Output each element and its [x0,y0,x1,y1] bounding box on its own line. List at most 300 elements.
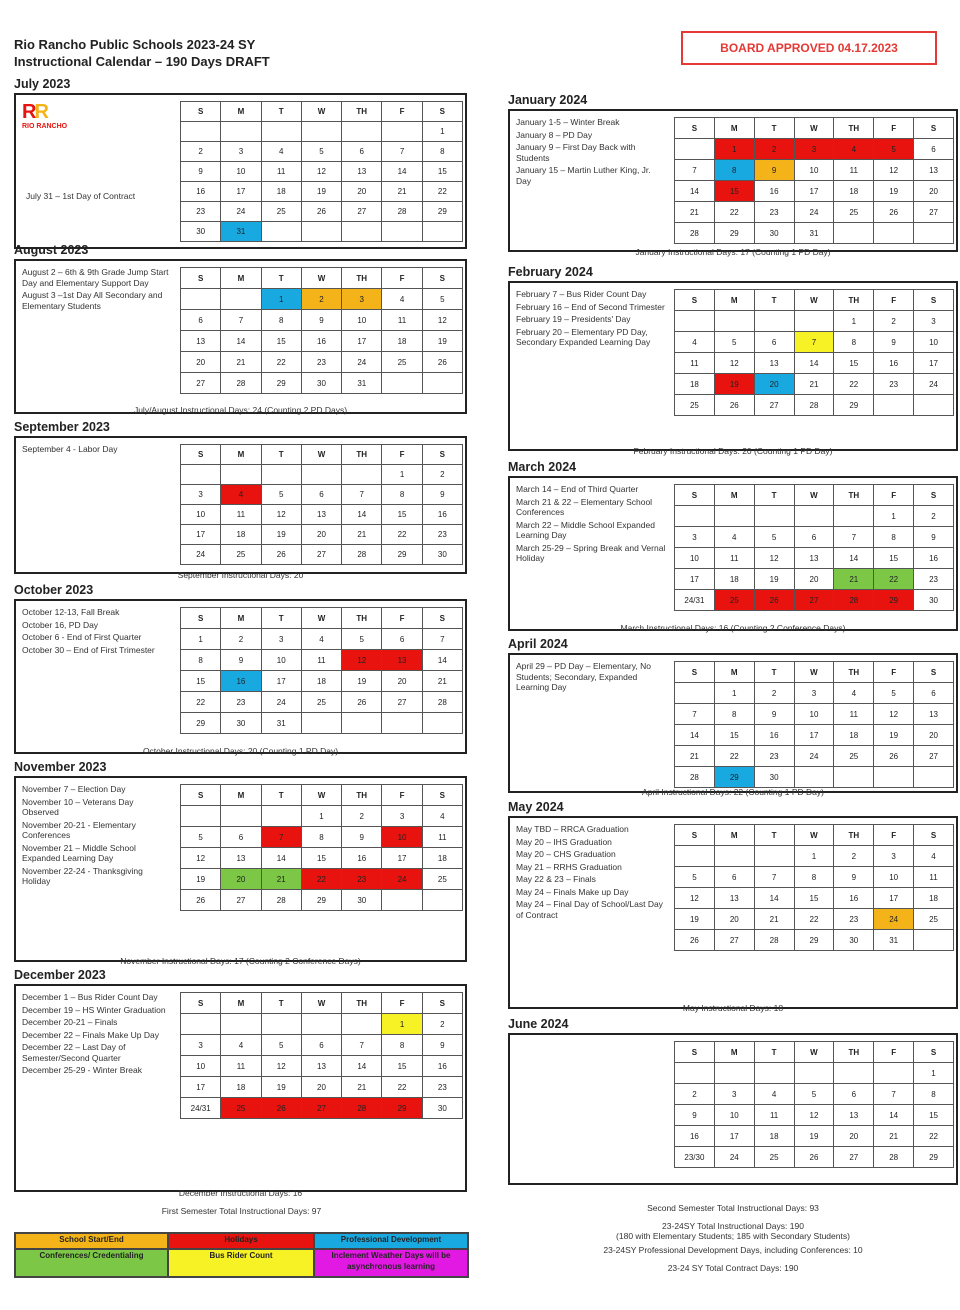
weekday-header: S [422,993,462,1014]
day-cell: 24 [181,545,221,565]
day-cell [834,223,874,244]
day-cell: 24 [261,692,301,713]
day-cell [422,373,462,394]
day-cell: 19 [301,182,341,202]
day-cell: 22 [794,909,834,930]
day-cell [261,122,301,142]
day-cell: 9 [754,704,794,725]
weekday-header: S [914,290,954,311]
weekday-header: M [221,785,261,806]
day-cell: 1 [794,846,834,867]
note-item: January 15 – Martin Luther King, Jr. Day [516,165,651,186]
day-cell: 25 [221,545,261,565]
day-cell [422,713,462,734]
day-cell: 20 [301,525,341,545]
day-cell: 25 [422,869,462,890]
day-cell: 21 [342,525,382,545]
day-cell: 26 [261,1098,301,1119]
day-cell [181,289,221,310]
day-cell: 19 [261,1077,301,1098]
day-cell: 29 [422,202,462,222]
weekday-header: F [874,485,914,506]
day-cell: 18 [261,182,301,202]
legend-inclement-weather: Inclement Weather Days will be asynchronous learning [314,1249,468,1277]
note-item: December 1 – Bus Rider Count Day [22,992,158,1002]
day-cell: 29 [382,1098,422,1119]
day-cell: 17 [221,182,261,202]
month-box [14,93,467,249]
day-cell: 13 [914,704,954,725]
note-item: February 7 – Bus Rider Count Day [516,289,647,299]
day-cell: 18 [301,671,341,692]
weekday-header: T [261,102,301,122]
weekday-header: M [714,485,754,506]
day-cell: 2 [342,806,382,827]
day-cell: 3 [382,806,422,827]
day-cell: 16 [914,548,954,569]
month-title: April 2024 [508,637,568,651]
weekday-header: TH [342,785,382,806]
month-summary: April Instructional Days: 22 (Counting 1 PD Day) [642,787,824,797]
day-cell [301,465,341,485]
day-cell: 28 [794,395,834,416]
day-cell: 30 [342,890,382,911]
weekday-header: F [874,1042,914,1063]
day-cell: 19 [874,725,914,746]
month-title: September 2023 [14,420,110,434]
day-cell: 31 [261,713,301,734]
weekday-header: TH [342,268,382,289]
day-cell: 14 [675,181,715,202]
month-box [14,599,467,754]
day-cell: 19 [714,374,754,395]
day-cell [221,289,261,310]
day-cell: 16 [422,505,462,525]
note-item: March 22 – Middle School Expanded Learning Day [516,519,655,540]
day-cell: 28 [342,545,382,565]
day-cell: 21 [382,182,422,202]
month-calendar-table [674,661,954,788]
note-item: October 30 – End of First Trimester [22,644,155,655]
day-cell: 23 [181,202,221,222]
day-cell: 2 [301,289,341,310]
weekday-header: F [874,825,914,846]
day-cell: 11 [834,160,874,181]
note-item: December 20-21 – Finals [22,1017,118,1027]
weekday-header: T [754,825,794,846]
weekday-header: S [914,825,954,846]
day-cell: 6 [181,310,221,331]
day-cell: 17 [794,725,834,746]
note-item: May 20 – CHS Graduation [516,849,616,859]
day-cell: 3 [261,629,301,650]
month-title: October 2023 [14,583,94,597]
weekday-header: W [794,825,834,846]
day-cell: 12 [754,548,794,569]
day-cell: 3 [675,527,715,548]
day-cell: 2 [874,311,914,332]
day-cell: 27 [382,692,422,713]
day-cell: 20 [221,869,261,890]
day-cell: 20 [342,182,382,202]
day-cell [261,222,301,242]
day-cell: 7 [382,142,422,162]
day-cell: 26 [874,202,914,223]
day-cell: 10 [261,650,301,671]
day-cell [754,506,794,527]
month-box [508,281,958,451]
day-cell: 7 [675,160,715,181]
day-cell [342,465,382,485]
day-cell: 9 [422,485,462,505]
day-cell [914,767,954,788]
day-cell [181,122,221,142]
note-item: May 20 – IHS Graduation [516,836,612,847]
day-cell [675,683,715,704]
month-calendar-table [180,607,463,734]
day-cell: 20 [714,909,754,930]
day-cell: 4 [221,485,261,505]
day-cell [382,222,422,242]
day-cell [834,506,874,527]
day-cell [675,1063,715,1084]
day-cell: 30 [422,545,462,565]
day-cell: 7 [794,332,834,353]
note-item: February 16 – End of Second Trimester [516,301,665,312]
day-cell [794,767,834,788]
day-cell: 15 [714,725,754,746]
note-item: May 24 – Final Day of School/Last Day of Contract [516,899,663,920]
month-title: December 2023 [14,968,106,982]
day-cell: 20 [181,352,221,373]
month-box [14,984,467,1192]
month-notes [22,267,172,313]
weekday-header: S [675,118,715,139]
day-cell: 1 [834,311,874,332]
day-cell: 4 [261,142,301,162]
day-cell: 25 [382,352,422,373]
day-cell: 22 [714,202,754,223]
day-cell: 24 [794,202,834,223]
weekday-header: T [754,662,794,683]
day-cell: 24 [382,869,422,890]
note-item: May TBD – RRCA Graduation [516,824,629,834]
month-title: August 2023 [14,243,89,257]
title-line-1: Rio Rancho Public Schools 2023-24 SY [14,37,256,52]
day-cell: 29 [301,890,341,911]
note-item: March 25-29 – Spring Break and Vernal Holiday [516,542,666,563]
day-cell: 24/31 [675,590,715,611]
weekday-header: S [181,268,221,289]
day-cell: 28 [382,202,422,222]
day-cell [221,122,261,142]
day-cell: 21 [342,1077,382,1098]
day-cell: 20 [794,569,834,590]
day-cell: 6 [834,1084,874,1105]
day-cell: 3 [794,683,834,704]
note-item: December 22 – Finals Make Up Day [22,1029,160,1040]
day-cell: 31 [794,223,834,244]
day-cell: 8 [382,485,422,505]
title-line-2: Instructional Calendar – 190 Days DRAFT [14,54,270,69]
weekday-header: TH [834,662,874,683]
note-item: October 12-13, Fall Break [22,607,120,617]
day-cell: 19 [874,181,914,202]
weekday-header: S [181,785,221,806]
weekday-header: T [261,608,301,629]
day-cell: 12 [301,162,341,182]
day-cell: 11 [834,704,874,725]
month-notes [22,784,172,889]
weekday-header: TH [342,608,382,629]
day-cell: 12 [874,704,914,725]
day-cell: 17 [794,181,834,202]
month-title: June 2024 [508,1017,569,1031]
day-cell: 22 [714,746,754,767]
month-notes [516,484,666,566]
day-cell: 25 [754,1147,794,1168]
note-item: December 19 – HS Winter Graduation [22,1004,166,1015]
day-cell: 17 [181,1077,221,1098]
day-cell: 13 [382,650,422,671]
day-cell: 6 [914,139,954,160]
day-cell: 25 [834,202,874,223]
day-cell [221,806,261,827]
day-cell: 14 [834,548,874,569]
day-cell: 20 [382,671,422,692]
day-cell: 16 [221,671,261,692]
day-cell: 18 [914,888,954,909]
day-cell [382,713,422,734]
day-cell: 22 [261,352,301,373]
weekday-header: W [301,445,341,465]
day-cell: 26 [794,1147,834,1168]
day-cell: 6 [301,1035,341,1056]
day-cell: 20 [834,1126,874,1147]
day-cell: 26 [301,202,341,222]
legend-conferences: Conferences/ Credentialing [15,1249,168,1277]
day-cell: 23 [754,202,794,223]
board-approved-stamp: BOARD APPROVED 04.17.2023 [681,31,937,65]
weekday-header: S [422,608,462,629]
day-cell: 15 [914,1105,954,1126]
month-calendar-table [674,289,954,416]
day-cell: 7 [342,485,382,505]
weekday-header: T [754,1042,794,1063]
day-cell: 27 [181,373,221,394]
day-cell: 2 [914,506,954,527]
day-cell: 23 [834,909,874,930]
day-cell: 7 [422,629,462,650]
day-cell: 21 [261,869,301,890]
day-cell: 17 [714,1126,754,1147]
day-cell: 17 [342,331,382,352]
day-cell: 24 [794,746,834,767]
weekday-header: S [675,825,715,846]
day-cell: 24 [714,1147,754,1168]
note-item: May 22 & 23 – Finals [516,874,596,884]
weekday-header: S [914,1042,954,1063]
day-cell: 13 [221,848,261,869]
day-cell [675,846,715,867]
day-cell: 16 [675,1126,715,1147]
day-cell: 17 [181,525,221,545]
day-cell: 25 [301,692,341,713]
day-cell: 20 [301,1077,341,1098]
day-cell: 1 [382,465,422,485]
day-cell: 15 [422,162,462,182]
day-cell: 7 [342,1035,382,1056]
day-cell: 7 [221,310,261,331]
day-cell [675,506,715,527]
day-cell [794,311,834,332]
month-title: May 2024 [508,800,564,814]
day-cell: 17 [914,353,954,374]
day-cell: 30 [181,222,221,242]
note-item: March 21 & 22 – Elementary School Conferences [516,496,653,517]
day-cell: 6 [301,485,341,505]
day-cell: 26 [675,930,715,951]
day-cell: 13 [794,548,834,569]
day-cell: 27 [914,202,954,223]
day-cell: 21 [675,746,715,767]
day-cell: 26 [342,692,382,713]
day-cell: 11 [301,650,341,671]
day-cell [342,713,382,734]
weekday-header: S [675,662,715,683]
note-item: May 21 – RRHS Graduation [516,861,622,872]
day-cell: 26 [261,545,301,565]
day-cell: 11 [714,548,754,569]
note-item: November 7 – Election Day [22,784,126,794]
day-cell: 27 [221,890,261,911]
day-cell [261,806,301,827]
day-cell: 9 [754,160,794,181]
day-cell: 28 [675,767,715,788]
day-cell [382,890,422,911]
day-cell: 11 [221,505,261,525]
day-cell: 6 [794,527,834,548]
day-cell: 18 [834,725,874,746]
day-cell: 10 [914,332,954,353]
day-cell: 24 [914,374,954,395]
day-cell: 5 [794,1084,834,1105]
day-cell: 2 [834,846,874,867]
note-item: February 20 – Elementary PD Day, Secondary Expanded Learning Day [516,326,651,347]
day-cell [794,506,834,527]
month-summary: January Instructional Days: 17 (Counting 1 PD Day) [635,247,831,257]
day-cell: 6 [714,867,754,888]
day-cell: 13 [181,331,221,352]
day-cell: 29 [714,767,754,788]
month-notes [516,661,666,695]
month-calendar-table [674,824,954,951]
day-cell: 30 [754,223,794,244]
month-notes [516,824,666,922]
day-cell: 14 [342,505,382,525]
day-cell: 8 [422,142,462,162]
day-cell: 25 [834,746,874,767]
day-cell: 16 [874,353,914,374]
note-item: December 25-29 - Winter Break [22,1065,142,1075]
weekday-header: S [422,268,462,289]
day-cell: 16 [834,888,874,909]
month-notes [516,289,666,350]
weekday-header: F [382,993,422,1014]
day-cell: 8 [181,650,221,671]
day-cell: 8 [382,1035,422,1056]
day-cell: 14 [221,331,261,352]
day-cell: 4 [754,1084,794,1105]
day-cell: 30 [221,713,261,734]
day-cell: 1 [914,1063,954,1084]
month-notes [22,444,172,457]
month-box [508,653,958,793]
day-cell: 10 [342,310,382,331]
day-cell: 11 [914,867,954,888]
day-cell: 26 [714,395,754,416]
note-item: October 6 - End of First Quarter [22,632,142,642]
day-cell: 16 [754,725,794,746]
day-cell [181,806,221,827]
day-cell [342,1014,382,1035]
day-cell: 18 [675,374,715,395]
month-summary: November Instructional Days: 17 (Counting 2 Conference Days) [120,956,361,966]
weekday-header: M [221,608,261,629]
day-cell [342,122,382,142]
note-item: January 9 – First Day Back with Students [516,142,636,163]
day-cell: 19 [794,1126,834,1147]
summary-line: 23-24SY Total Instructional Days: 190 [662,1221,804,1231]
month-title: January 2024 [508,93,588,107]
day-cell: 13 [914,160,954,181]
day-cell: 12 [181,848,221,869]
weekday-header: F [382,608,422,629]
month-notes [22,607,172,657]
note-item: January 1-5 – Winter Break [516,117,620,127]
day-cell: 17 [675,569,715,590]
day-cell: 23 [342,869,382,890]
day-cell: 30 [834,930,874,951]
day-cell: 22 [914,1126,954,1147]
day-cell: 9 [342,827,382,848]
day-cell: 13 [301,505,341,525]
month-calendar-table [180,992,463,1119]
day-cell: 20 [914,725,954,746]
summary-line: 23-24SY Professional Development Days, including Conferences: 10 [603,1245,863,1255]
day-cell: 5 [874,139,914,160]
day-cell: 27 [301,1098,341,1119]
day-cell: 28 [221,373,261,394]
weekday-header: S [181,993,221,1014]
day-cell: 18 [422,848,462,869]
day-cell: 8 [301,827,341,848]
month-summary: May Instructional Days: 18 [682,1003,784,1013]
weekday-header: T [261,785,301,806]
weekday-header: TH [834,290,874,311]
day-cell: 12 [342,650,382,671]
summary-line: Second Semester Total Instructional Days: 93 [647,1203,819,1213]
weekday-header: S [914,662,954,683]
note-item: March 14 – End of Third Quarter [516,484,639,494]
day-cell: 17 [874,888,914,909]
day-cell: 22 [181,692,221,713]
weekday-header: T [261,993,301,1014]
day-cell: 1 [422,122,462,142]
weekday-header: M [714,825,754,846]
weekday-header: W [301,102,341,122]
day-cell: 6 [754,332,794,353]
